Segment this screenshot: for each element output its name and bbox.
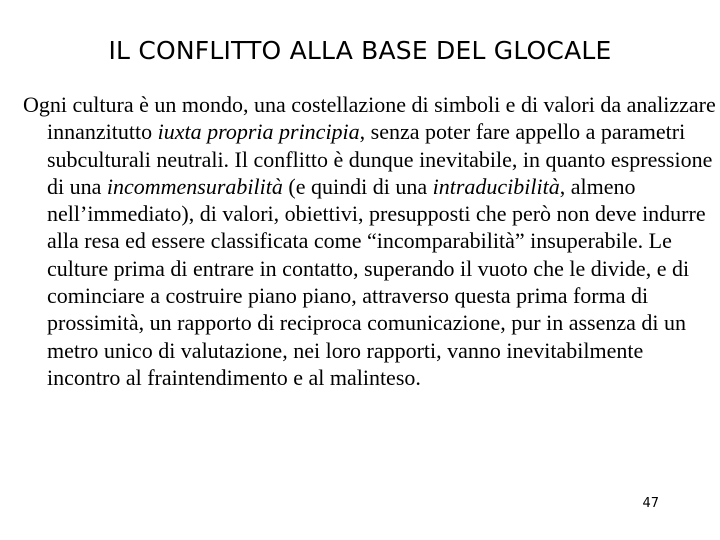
slide-number: 47 [642, 496, 659, 511]
slide-title: IL CONFLITTO ALLA BASE DEL GLOCALE [108, 36, 612, 65]
body-text: , almeno nell’immediato), di valori, obiettivi, presupposti che però non deve indurre alla resa ed essere classificata come “incomparabilità” insuperabile. Le culture prima di entrare in contatto, superando il vuoto che le divide, e di cominciare a costruire piano piano, attraverso questa prima forma di prossimità, un rapporto di reciproca comunicazione, pur in assenza di un metro unico di valutazione, nei loro rapporti, vanno inevitabilmente incontro al fraintendimento e al malinteso. [47, 173, 706, 390]
emphasis-untranslatability: intraducibilità [432, 173, 560, 199]
body-paragraph [23, 91, 720, 391]
latin-phrase: iuxta propria principia [157, 119, 360, 145]
body-text: (e quindi di una [282, 173, 433, 199]
body-text: Ogni cultura è un mondo, una costellazione di simboli e di valori da analizzare innanzitutto [23, 92, 716, 145]
body-text: , senza poter fare appello a parametri subculturali neutrali. Il conflitto è dunque inevitabile, in quanto espressione di una [47, 119, 713, 199]
emphasis-incommensurability: incommensurabilità [106, 173, 283, 199]
